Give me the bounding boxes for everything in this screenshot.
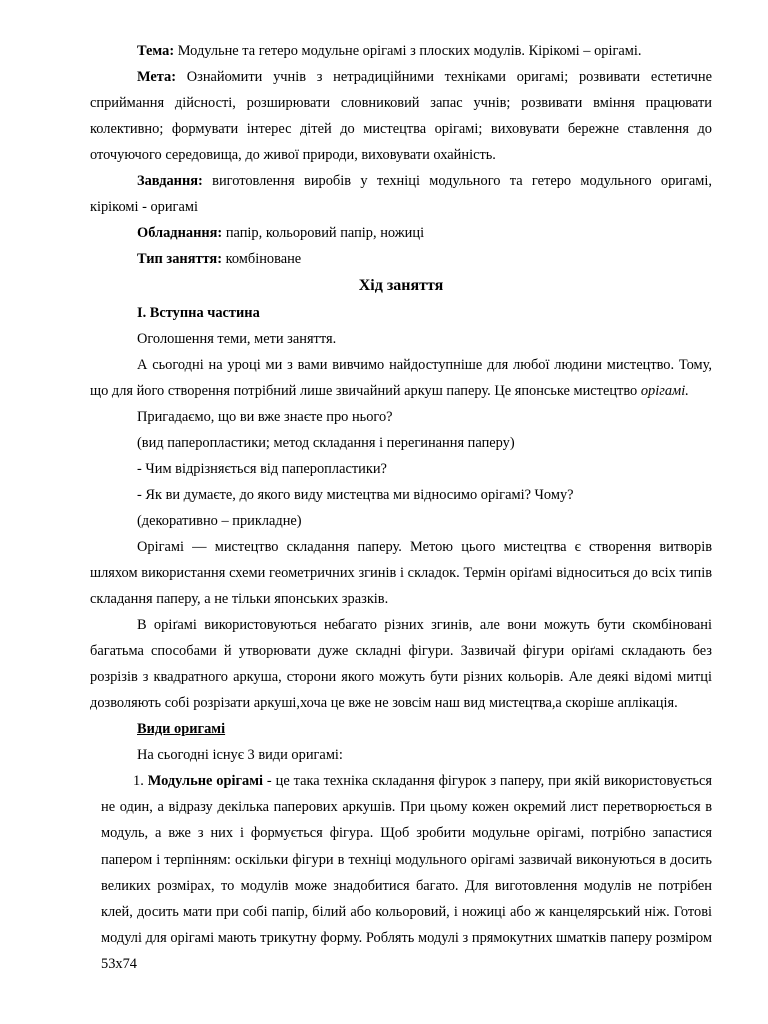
meta-paragraph	[90, 64, 712, 168]
obladnannia-label: Обладнання:	[137, 225, 223, 241]
tema-line	[90, 38, 712, 64]
paragraph-10: На сьогодні існує 3 види оригамі:	[137, 747, 343, 763]
list-item	[101, 768, 712, 978]
tema-text: Модульне та гетеро модульне орігамі з плоских модулів. Кірікомі – орігамі.	[174, 43, 642, 59]
obladnannia-line	[90, 220, 712, 246]
zavdannia-paragraph	[90, 168, 712, 220]
list-item-text: - це така техніка складання фігурок з паперу, при якій використовується не один, а відразу декілька паперових аркушів. При цьому кожен окремий лист перетворюється в модуль, а вже з них і формується фігура. Щоб зробити модульне орігамі, потрібно запастися папером і терпінням: оскільки фігури в техніці модульного орігамі зазвичай виконуються в досить великих розмірах, то модулів може знадобитися багато. Для виготовлення модулів не потрібен клей, досить мати при собі папір, білий або кольоровий, і ножиці або ж канцелярський ніж. Готові модулі для орігамі мають трикутну форму. Роблять модулі з прямокутних шматків паперу розміром 53х74	[101, 773, 712, 973]
paragraph-3: Пригадаємо, що ви вже знаєте про нього?	[137, 409, 393, 425]
paragraph-2-text: А сьогодні на уроці ми з вами вивчимо найдоступніше для любої людини мистецтво. Тому, що для його створення потрібний лише звичайний аркуш паперу. Це японське мистецтво	[90, 357, 712, 399]
paragraph-2-italic: орігамі.	[640, 383, 689, 399]
lesson-type-label: Тип заняття:	[137, 251, 223, 267]
list-item-label: Модульне орігамі	[147, 773, 264, 789]
paragraph-4: (вид паперопластики; метод складання і перегинання паперу)	[137, 435, 515, 451]
section-heading	[90, 300, 712, 326]
lesson-type-line	[90, 246, 712, 272]
paragraph-5: - Чим відрізняється від паперопластики?	[137, 461, 387, 477]
meta-text: Ознайомити учнів з нетрадиційними техніками оригамі; розвивати естетичне сприймання дійсності, розширювати словниковий запас учнів; розвивати вміння працювати колективно; формувати інтерес дітей до мистецтва орігамі; виховувати бережне ставлення до оточуючого середовища, до живої природи, виховувати охайність.	[90, 69, 712, 163]
paragraph-7: (декоративно – прикладне)	[137, 513, 302, 529]
types-heading-line	[90, 716, 712, 742]
paragraph-2	[90, 352, 712, 404]
meta-label: Мета:	[137, 69, 177, 85]
list-number: 1.	[133, 773, 144, 789]
section-heading-text: І. Вступна частина	[137, 305, 260, 321]
zavdannia-label: Завдання:	[137, 173, 203, 189]
tema-label: Тема:	[137, 43, 175, 59]
types-heading: Види оригамі	[137, 721, 226, 737]
paragraph-1: Оголошення теми, мети заняття.	[137, 331, 337, 347]
lesson-type-text: комбіноване	[222, 251, 302, 267]
paragraph-8: Орігамі — мистецтво складання паперу. Метою цього мистецтва є створення витворів шляхом використання схеми геометричних згинів і складок. Термін оріґамі відноситься до всіх типів складання паперу, а не тільки японських зразків.	[90, 539, 712, 607]
paragraph-6: - Як ви думаєте, до якого виду мистецтва ми відносимо орігамі? Чому?	[137, 487, 574, 503]
lesson-title: Хід заняття	[358, 277, 444, 294]
paragraph-9: В оріґамі використовуються небагато різних згинів, але вони можуть бути скомбіновані багатьма способами й утворювати дуже складні фігури. Зазвичай фігури оріґамі складають без розрізів з квадратного аркуша, сторони якого можуть бути різних кольорів. Але деякі відомі митці дозволяють собі розрізати аркуші,хоча це вже не зовсім наш вид мистецтва,а скоріше аплікація.	[90, 617, 712, 711]
zavdannia-text: виготовлення виробів у техніці модульного та гетеро модульного оригамі, кірікомі - оригамі	[90, 173, 712, 215]
obladnannia-text: папір, кольоровий папір, ножиці	[222, 225, 425, 241]
